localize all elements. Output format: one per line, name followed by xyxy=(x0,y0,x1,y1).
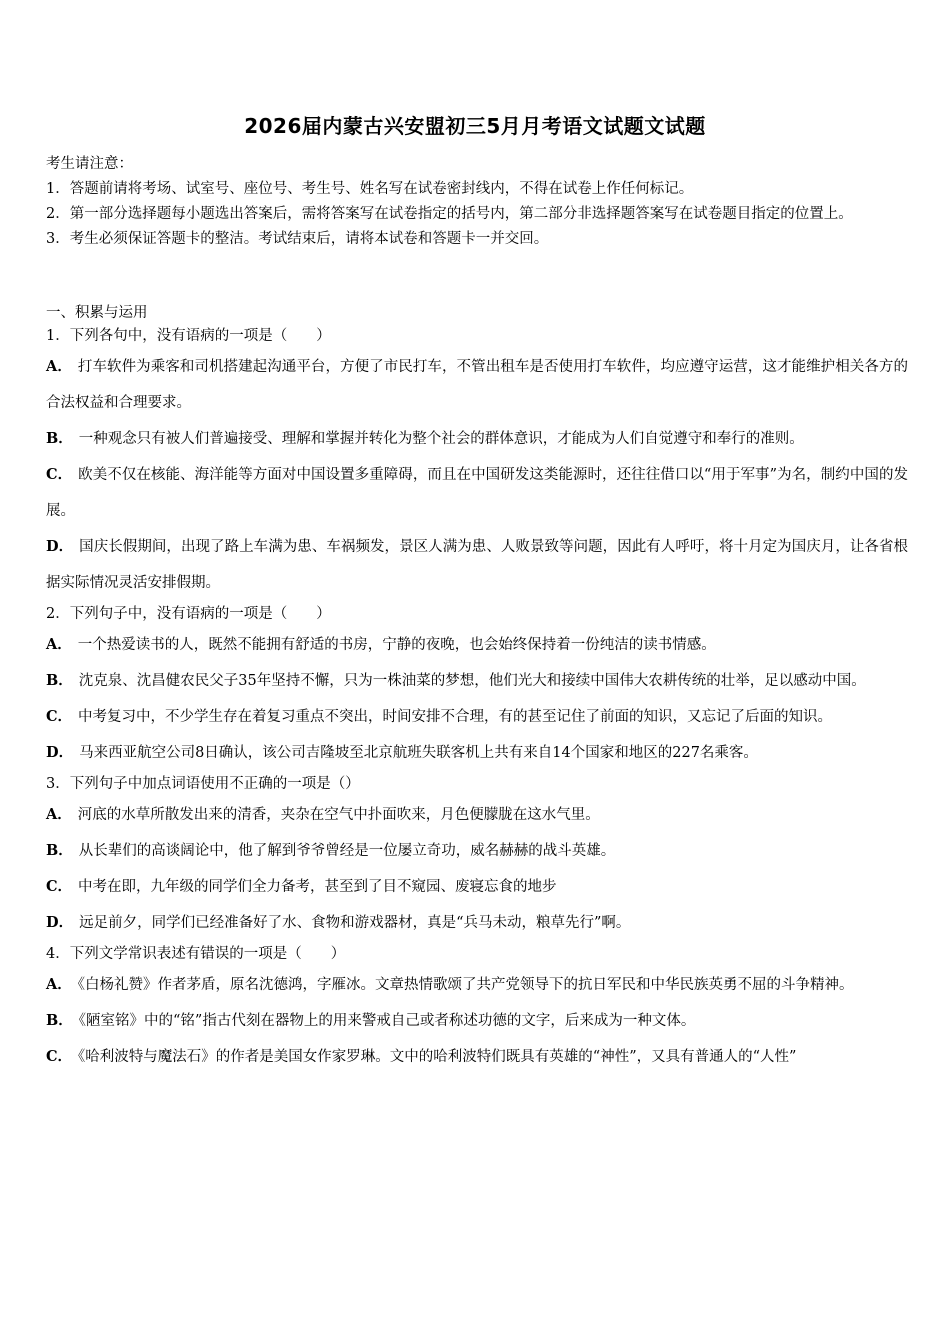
option-a xyxy=(46,967,908,1003)
notice-item: 2．第一部分选择题每小题选出答案后，需将答案写在试卷指定的括号内，第二部分非选择题答案写在试卷题目指定的位置上。 xyxy=(46,206,853,222)
option-c xyxy=(46,457,908,529)
option-text: 一种观念只有被人们普遍接受、理解和掌握并转化为整个社会的群体意识，才能成为人们自觉遵守和奉行的准则。 xyxy=(78,431,804,447)
option-label: A． xyxy=(46,976,72,993)
option-text: 《白杨礼赞》作者茅盾，原名沈德鸿，字雁冰。文章热情歌颂了共产党领导下的抗日军民和中华民族英勇不屈的斗争精神。 xyxy=(77,977,854,993)
notice-block xyxy=(46,152,906,252)
notice-heading: 考生请注意： xyxy=(46,156,133,172)
question-stem: 3．下列句子中加点词语使用不正确的一项是（） xyxy=(46,776,360,792)
option-label: D． xyxy=(46,914,74,931)
option-text: 国庆长假期间，出现了路上车满为患、车祸频发，景区人满为患、人败景致等问题，因此有人呼吁，将十月定为国庆月，让各省根据实际情况灵活安排假期。 xyxy=(46,539,909,591)
option-text: 中考复习中，不少学生存在着复习重点不突出，时间安排不合理，有的甚至记住了前面的知识，又忘记了后面的知识。 xyxy=(78,709,833,725)
page-title: 2026届内蒙古兴安盟初三5月月考语文试题文试题 xyxy=(244,114,706,138)
option-a xyxy=(46,797,908,833)
option-text: 《哈利波特与魔法石》的作者是美国女作家罗琳。文中的哈利波特们既具有英雄的“神性”，又具有普通人的“人性” xyxy=(78,1049,797,1065)
option-b xyxy=(46,421,908,457)
question-stem: 2．下列句子中，没有语病的一项是（ ） xyxy=(46,606,331,622)
option-b xyxy=(46,833,908,869)
option-label: D． xyxy=(46,744,74,761)
option-c xyxy=(46,869,908,905)
option-text: 中考在即，九年级的同学们全力备考，甚至到了目不窥园、废寝忘食的地步 xyxy=(78,879,557,895)
option-text: 马来西亚航空公司8日确认，该公司吉隆坡至北京航班失联客机上共有来自14个国家和地区的227名乘客。 xyxy=(79,745,758,761)
option-text: 沈克泉、沈昌健农民父子35年坚持不懈，只为一株油菜的梦想，他们光大和接续中国伟大农耕传统的壮举，足以感动中国。 xyxy=(78,673,866,689)
option-label: B． xyxy=(46,430,73,447)
option-label: A． xyxy=(46,806,72,823)
option-text: 河底的水草所散发出来的清香，夹杂在空气中扑面吹来，月色便朦胧在这水气里。 xyxy=(77,807,600,823)
option-a xyxy=(46,349,908,421)
option-label: A． xyxy=(46,636,72,653)
option-label: B． xyxy=(46,672,73,689)
option-d xyxy=(46,905,908,941)
notice-item: 3．考生必须保证答题卡的整洁。考试结束后，请将本试卷和答题卡一并交回。 xyxy=(46,231,549,247)
option-label: D． xyxy=(46,538,74,555)
option-label: B． xyxy=(46,1012,73,1029)
option-c xyxy=(46,699,908,735)
option-text: 一个热爱读书的人，既然不能拥有舒适的书房，宁静的夜晚，也会始终保持着一份纯洁的读书情感。 xyxy=(77,637,716,653)
question-stem: 4．下列文学常识表述有错误的一项是（ ） xyxy=(46,946,346,962)
option-d xyxy=(46,529,908,601)
option-text: 欧美不仅在核能、海洋能等方面对中国设置多重障碍，而且在中国研发这类能源时，还往往借口以“用于军事”为名，制约中国的发展。 xyxy=(46,467,908,519)
option-c xyxy=(46,1039,908,1075)
option-a xyxy=(46,627,908,663)
option-text: 远足前夕，同学们已经准备好了水、食物和游戏器材，真是“兵马未动，粮草先行”啊。 xyxy=(79,915,631,931)
option-b xyxy=(46,1003,908,1039)
option-b xyxy=(46,663,908,699)
option-text: 打车软件为乘客和司机搭建起沟通平台，方便了市民打车，不管出租车是否使用打车软件，均应遵守运营，这才能维护相关各方的合法权益和合理要求。 xyxy=(46,359,908,411)
questions xyxy=(46,323,908,1075)
option-text: 从长辈们的高谈阔论中，他了解到爷爷曾经是一位屡立奇功，威名赫赫的战斗英雄。 xyxy=(78,843,616,859)
option-label: B． xyxy=(46,842,73,859)
question-stem: 1．下列各句中，没有语病的一项是（ ） xyxy=(46,328,331,344)
option-label: C． xyxy=(46,1048,73,1065)
section-heading: 一、积累与运用 xyxy=(46,305,148,321)
option-label: C． xyxy=(46,466,73,483)
option-label: A． xyxy=(46,358,72,375)
option-label: C． xyxy=(46,878,73,895)
option-label: C． xyxy=(46,708,73,725)
notice-item: 1．答题前请将考场、试室号、座位号、考生号、姓名写在试卷密封线内，不得在试卷上作任何标记。 xyxy=(46,181,694,197)
option-d xyxy=(46,735,908,771)
option-text: 《陋室铭》中的“铭”指古代刻在器物上的用来警戒自己或者称述功德的文字，后来成为一种文体。 xyxy=(78,1013,696,1029)
